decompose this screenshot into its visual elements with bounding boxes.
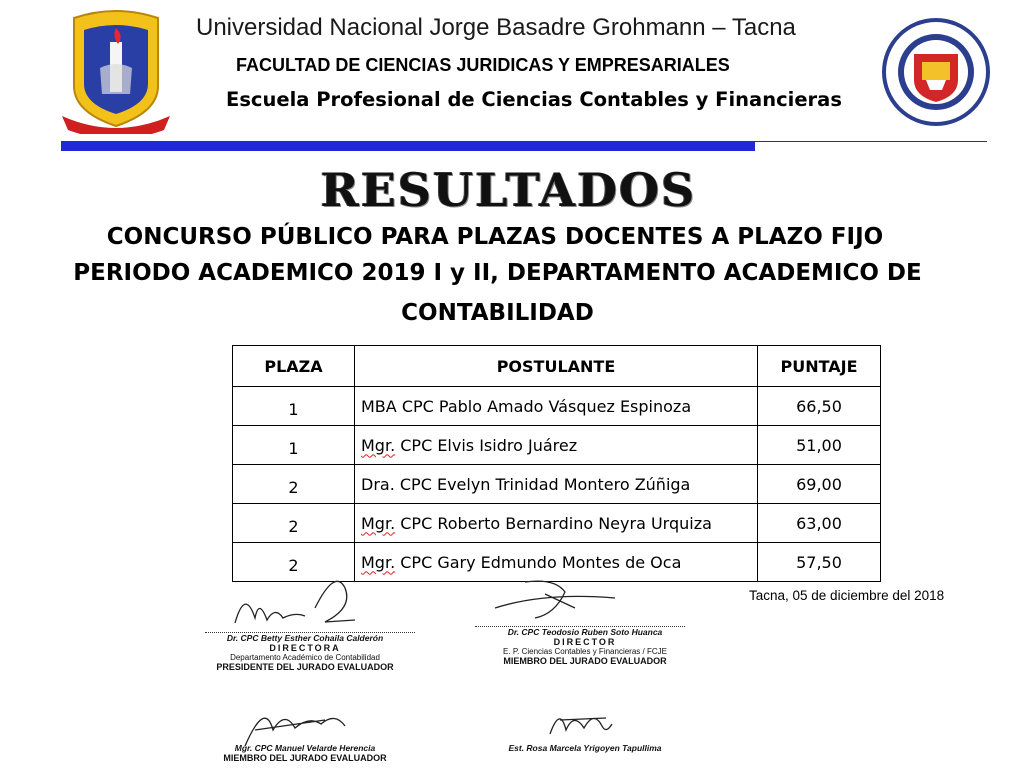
- cell-puntaje: 66,50: [758, 387, 881, 426]
- postulante-name: CPC Roberto Bernardino Neyra Urquiza: [395, 513, 712, 533]
- column-header-postulante: POSTULANTE: [355, 346, 758, 387]
- signature-scribble-2: [485, 572, 635, 628]
- column-header-puntaje: PUNTAJE: [758, 346, 881, 387]
- school-seal: [880, 10, 992, 134]
- signature-block-2: [470, 627, 700, 666]
- postulante-title: Mgr.: [361, 513, 396, 533]
- cell-postulante: [355, 387, 758, 426]
- postulante-name: CPC Elvis Isidro Juárez: [395, 435, 578, 455]
- cell-plaza: 2: [233, 543, 355, 582]
- signatory-name: Est. Rosa Marcela Yrigoyen Tapullima: [508, 743, 662, 753]
- cell-puntaje: 63,00: [758, 504, 881, 543]
- postulante-name: CPC Gary Edmundo Montes de Oca: [395, 552, 682, 572]
- document-title-line-3: CONTABILIDAD: [401, 300, 594, 326]
- cell-plaza: 2: [233, 504, 355, 543]
- cell-plaza: 1: [233, 426, 355, 465]
- signatory-name: Dr. CPC Teodosio Ruben Soto Huanca: [507, 627, 663, 637]
- postulante-title: Mgr.: [361, 435, 396, 455]
- signatory-jury-role: MIEMBRO DEL JURADO EVALUADOR: [503, 656, 667, 666]
- signature-block-3: [195, 743, 415, 763]
- results-table: [232, 345, 881, 582]
- table-row: [233, 465, 881, 504]
- university-name: Universidad Nacional Jorge Basadre Grohmann – Tacna: [196, 14, 796, 41]
- cell-puntaje: 51,00: [758, 426, 881, 465]
- document-heading: RESULTADOS: [320, 163, 697, 217]
- school-name: Escuela Profesional de Ciencias Contables y Financieras: [226, 88, 842, 111]
- signatory-name: Dr. CPC Betty Esther Cohaila Calderón: [226, 633, 384, 643]
- signature-scribble-3: [225, 690, 365, 750]
- table-row: [233, 426, 881, 465]
- cell-puntaje: 57,50: [758, 543, 881, 582]
- cell-puntaje: 69,00: [758, 465, 881, 504]
- postulante-name: MBA CPC Pablo Amado Vásquez Espinoza: [361, 396, 692, 416]
- faculty-name: FACULTAD DE CIENCIAS JURIDICAS Y EMPRESARIALES: [236, 55, 730, 75]
- university-logo: [60, 8, 172, 134]
- signatory-role: DIRECTOR: [553, 637, 617, 647]
- signatory-role: DIRECTORA: [269, 643, 341, 653]
- header-rule-thick: [61, 141, 755, 151]
- signatory-jury-role: MIEMBRO DEL JURADO EVALUADOR: [223, 753, 387, 763]
- cell-plaza: 2: [233, 465, 355, 504]
- signature-scribble-4: [540, 700, 620, 744]
- cell-plaza: 1: [233, 387, 355, 426]
- header-rule-thin: [755, 141, 987, 142]
- column-header-plaza: PLAZA: [233, 346, 355, 387]
- signature-scribble-1: [225, 568, 375, 638]
- cell-postulante: [355, 465, 758, 504]
- signatory-jury-role: PRESIDENTE DEL JURADO EVALUADOR: [216, 662, 394, 672]
- document-title-line-1: CONCURSO PÚBLICO PARA PLAZAS DOCENTES A PLAZO FIJO: [106, 224, 884, 250]
- document-title-line-2: PERIODO ACADEMICO 2019 I y II, DEPARTAMENTO ACADEMICO DE: [73, 260, 922, 286]
- table-row: [233, 387, 881, 426]
- postulante-name: Dra. CPC Evelyn Trinidad Montero Zúñiga: [361, 474, 691, 494]
- cell-postulante: [355, 426, 758, 465]
- cell-postulante: [355, 504, 758, 543]
- signatory-department: E. P. Ciencias Contables y Financieras / FCJE: [503, 647, 667, 656]
- signatory-name: Mgr. CPC Manuel Velarde Herencia: [234, 743, 376, 753]
- postulante-title: Mgr.: [361, 552, 396, 572]
- table-header-row: [233, 346, 881, 387]
- signature-block-1: [195, 633, 415, 672]
- signature-block-4: [480, 743, 690, 753]
- signatory-department: Departamento Académico de Contabilidad: [230, 653, 380, 662]
- table-row: [233, 504, 881, 543]
- document-date: Tacna, 05 de diciembre del 2018: [749, 588, 945, 603]
